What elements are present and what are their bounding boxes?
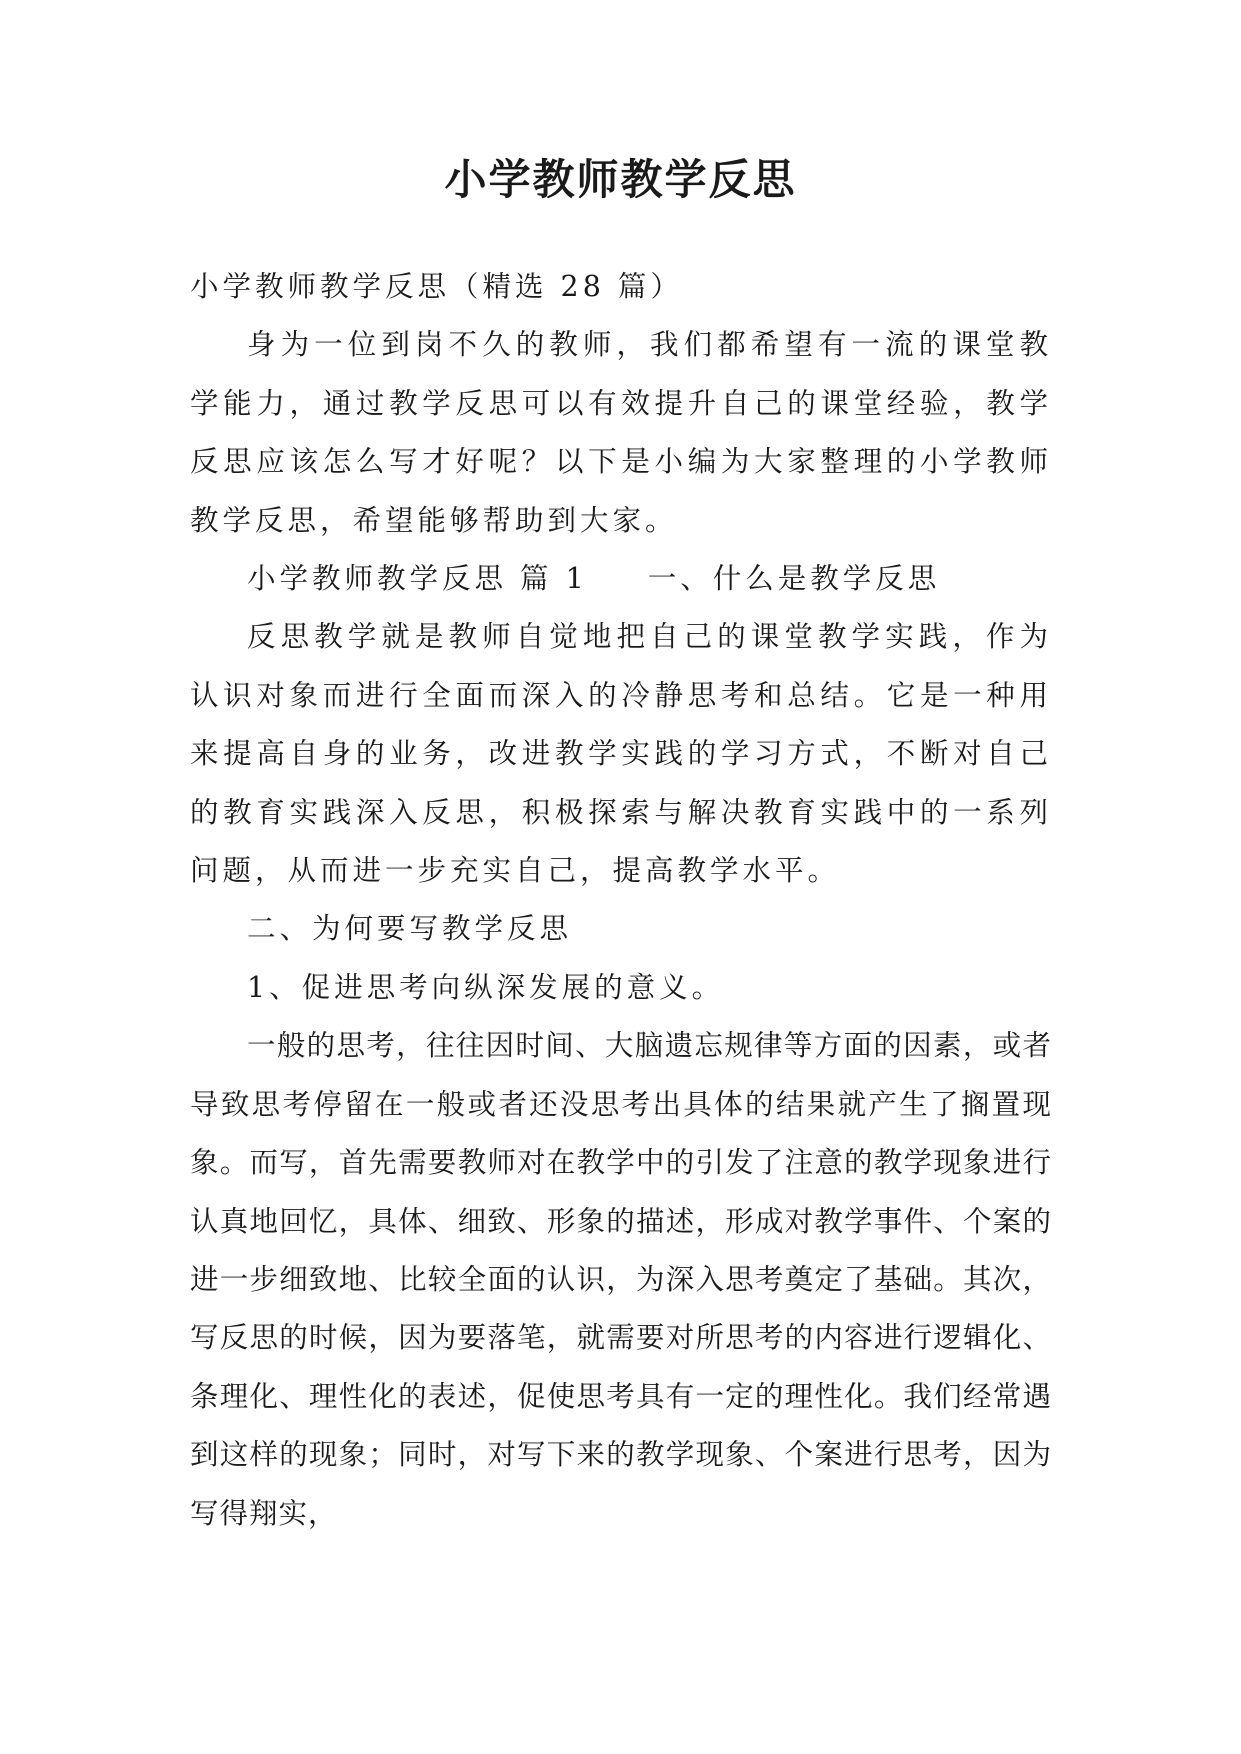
document-title: 小学教师教学反思 [444, 155, 797, 204]
document-body [190, 258, 1052, 1543]
intro-paragraph: 身为一位到岗不久的教师，我们都希望有一流的课堂教学能力，通过教学反思可以有效提升自己的课堂经验，教学反思应该怎么写才好呢？以下是小编为大家整理的小学教师教学反思，希望能够帮助到大家。 [190, 328, 1052, 537]
document-subtitle: 小学教师教学反思（精选 28 篇） [190, 270, 683, 303]
point-1-heading: 1、促进思考向纵深发展的意义。 [247, 970, 725, 1004]
article-heading-line [190, 550, 1052, 608]
point-1-paragraph: 一般的思考，往往因时间、大脑遗忘规律等方面的因素，或者导致思考停留在一般或者还没思考出具体的结果就产生了搁置现象。而写，首先需要教师对在教学中的引发了注意的教学现象进行认真地回忆，具体、细致、形象的描述，形成对教学事件、个案的进一步细致地、比较全面的认识，为深入思考奠定了基础。其次，写反思的时候，因为要落笔，就需要对所思考的内容进行逻辑化、条理化、理性化的表述，促使思考具有一定的理性化。我们经常遇到这样的现象；同时，对写下来的教学现象、个案进行思考，因为写得翔实， [190, 1029, 1052, 1530]
article-heading: 小学教师教学反思 篇 1 [247, 562, 588, 596]
section-1-paragraph: 反思教学就是教师自觉地把自己的课堂教学实践，作为认识对象而进行全面而深入的冷静思考和总结。它是一种用来提高自身的业务，改进教学实践的学习方式，不断对自己的教育实践深入反思，积极探索与解决教育实践中的一系列问题，从而进一步充实自己，提高教学水平。 [190, 620, 1052, 888]
section-2-heading: 二、为何要写教学反思 [247, 912, 573, 946]
section-1-heading: 一、什么是教学反思 [647, 562, 941, 596]
